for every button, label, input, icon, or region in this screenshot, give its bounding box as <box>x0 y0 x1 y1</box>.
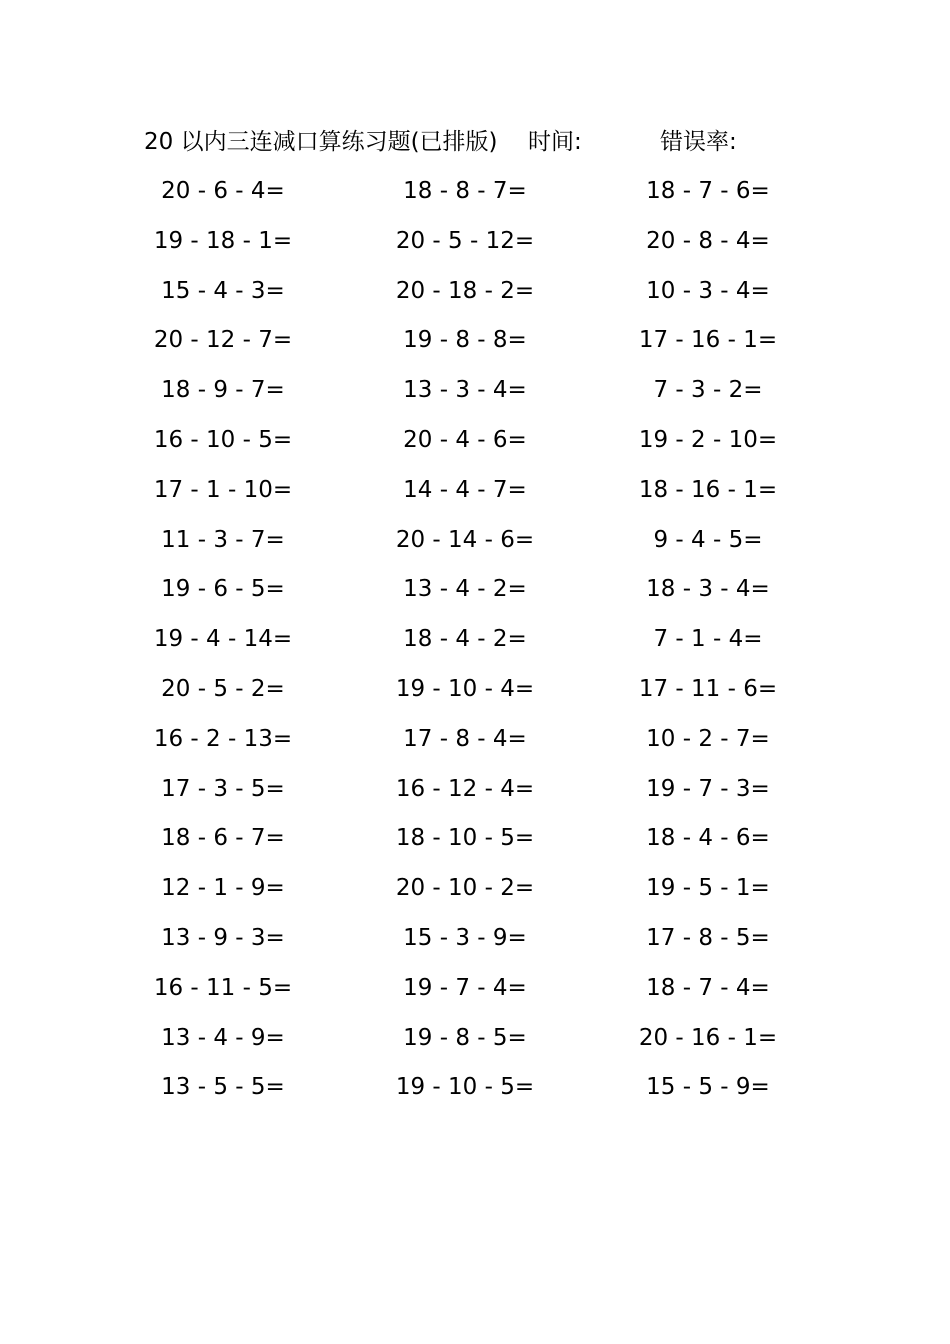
arithmetic-problem: 17 - 8 - 4= <box>403 725 527 752</box>
arithmetic-problem: 15 - 5 - 9= <box>646 1074 770 1101</box>
arithmetic-problem: 18 - 6 - 7= <box>161 825 285 852</box>
arithmetic-problem: 19 - 8 - 5= <box>403 1024 527 1051</box>
arithmetic-problem: 19 - 10 - 5= <box>395 1074 535 1101</box>
error-rate-label: 错误率: <box>660 129 737 155</box>
arithmetic-problem: 20 - 18 - 2= <box>395 277 535 304</box>
problem-row <box>0 919 950 969</box>
problem-row <box>0 1068 950 1118</box>
arithmetic-problem: 20 - 8 - 4= <box>646 227 770 254</box>
arithmetic-problem: 18 - 3 - 4= <box>646 576 770 603</box>
arithmetic-problem: 9 - 4 - 5= <box>653 526 763 553</box>
arithmetic-problem: 18 - 7 - 4= <box>646 974 770 1001</box>
arithmetic-problem: 19 - 18 - 1= <box>153 227 293 254</box>
arithmetic-problem: 20 - 14 - 6= <box>395 526 535 553</box>
arithmetic-problem: 13 - 4 - 2= <box>403 576 527 603</box>
time-label: 时间: <box>528 129 582 155</box>
arithmetic-problem: 7 - 3 - 2= <box>653 377 763 404</box>
arithmetic-problem: 13 - 3 - 4= <box>403 377 527 404</box>
arithmetic-problem: 19 - 10 - 4= <box>395 675 535 702</box>
problem-row <box>0 321 950 371</box>
arithmetic-problem: 20 - 12 - 7= <box>153 327 293 354</box>
arithmetic-problem: 19 - 6 - 5= <box>161 576 285 603</box>
arithmetic-problem: 17 - 8 - 5= <box>646 924 770 951</box>
arithmetic-problem: 13 - 4 - 9= <box>161 1024 285 1051</box>
problem-row <box>0 421 950 471</box>
arithmetic-problem: 16 - 12 - 4= <box>395 775 535 802</box>
arithmetic-problem: 13 - 9 - 3= <box>161 924 285 951</box>
arithmetic-problem: 16 - 10 - 5= <box>153 426 293 453</box>
arithmetic-problem: 20 - 16 - 1= <box>638 1024 778 1051</box>
problem-row <box>0 222 950 272</box>
arithmetic-problem: 20 - 4 - 6= <box>403 426 527 453</box>
arithmetic-problem: 20 - 5 - 12= <box>395 227 535 254</box>
arithmetic-problem: 18 - 16 - 1= <box>638 476 778 503</box>
arithmetic-problem: 18 - 10 - 5= <box>395 825 535 852</box>
problem-row <box>0 471 950 521</box>
arithmetic-problem: 10 - 2 - 7= <box>646 725 770 752</box>
problem-row <box>0 670 950 720</box>
arithmetic-problem: 16 - 11 - 5= <box>153 974 293 1001</box>
arithmetic-problem: 10 - 3 - 4= <box>646 277 770 304</box>
arithmetic-problem: 20 - 6 - 4= <box>161 178 285 204</box>
arithmetic-problem: 20 - 5 - 2= <box>161 675 285 702</box>
problem-grid <box>0 172 950 1118</box>
arithmetic-problem: 19 - 2 - 10= <box>638 426 778 453</box>
arithmetic-problem: 11 - 3 - 7= <box>161 526 285 553</box>
arithmetic-problem: 13 - 5 - 5= <box>161 1074 285 1101</box>
problem-row <box>0 720 950 770</box>
arithmetic-problem: 18 - 7 - 6= <box>646 178 770 204</box>
arithmetic-problem: 18 - 4 - 2= <box>403 626 527 653</box>
page-title: 20 以内三连减口算练习题(已排版) <box>144 129 498 155</box>
problem-row <box>0 521 950 571</box>
problem-row <box>0 570 950 620</box>
problem-row <box>0 371 950 421</box>
arithmetic-problem: 12 - 1 - 9= <box>161 875 285 902</box>
arithmetic-problem: 15 - 4 - 3= <box>161 277 285 304</box>
arithmetic-problem: 17 - 16 - 1= <box>638 327 778 354</box>
arithmetic-problem: 19 - 5 - 1= <box>646 875 770 902</box>
arithmetic-problem: 17 - 3 - 5= <box>161 775 285 802</box>
arithmetic-problem: 19 - 4 - 14= <box>153 626 293 653</box>
problem-row <box>0 770 950 820</box>
arithmetic-problem: 18 - 9 - 7= <box>161 377 285 404</box>
arithmetic-problem: 19 - 7 - 4= <box>403 974 527 1001</box>
arithmetic-problem: 20 - 10 - 2= <box>395 875 535 902</box>
problem-row <box>0 969 950 1019</box>
problem-row <box>0 172 950 222</box>
arithmetic-problem: 7 - 1 - 4= <box>653 626 763 653</box>
arithmetic-problem: 15 - 3 - 9= <box>403 924 527 951</box>
arithmetic-problem: 18 - 4 - 6= <box>646 825 770 852</box>
worksheet-header <box>0 124 950 160</box>
arithmetic-problem: 16 - 2 - 13= <box>153 725 293 752</box>
arithmetic-problem: 19 - 7 - 3= <box>646 775 770 802</box>
problem-row <box>0 272 950 322</box>
arithmetic-problem: 17 - 1 - 10= <box>153 476 293 503</box>
arithmetic-problem: 17 - 11 - 6= <box>638 675 778 702</box>
problem-row <box>0 620 950 670</box>
arithmetic-problem: 19 - 8 - 8= <box>403 327 527 354</box>
problem-row <box>0 1019 950 1069</box>
problem-row <box>0 869 950 919</box>
problem-row <box>0 819 950 869</box>
arithmetic-problem: 14 - 4 - 7= <box>403 476 527 503</box>
arithmetic-problem: 18 - 8 - 7= <box>403 178 527 204</box>
